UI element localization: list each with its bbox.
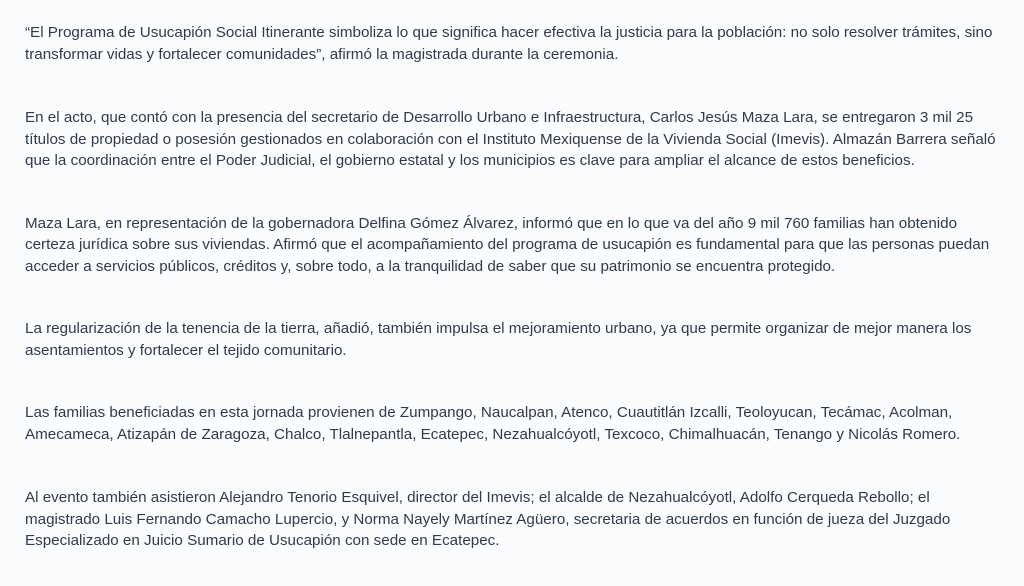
- paragraph-maza-lara: Maza Lara, en representación de la gobernadora Delfina Gómez Álvarez, informó que en lo que va del año 9 mil 760 familias han obtenido certeza jurídica sobre sus viviendas. Afirmó que el acompañamiento del programa de usucapión es fundamental para que las personas puedan acceder a servicios públicos, créditos y, sobre todo, a la tranquilidad de saber que su patrimonio se encuentra protegido.: [25, 214, 990, 275]
- paragraph-families: Las familias beneficiadas en esta jornada provienen de Zumpango, Naucalpan, Atenco, Cuautitlán Izcalli, Teoloyucan, Tecámac, Acolman, Amecameca, Atizapán de Zaragoza, Chalco, Tlalnepantla, Ecatepec, Nezahualcóyotl, Texcoco, Chimalhuacán, Tenango y Nicolás Romero.: [25, 404, 961, 443]
- paragraph-regularization: La regularización de la tenencia de la tierra, añadió, también impulsa el mejoramiento urbano, ya que permite organizar de mejor manera los asentamientos y fortalecer el tejido comunitario.: [25, 320, 972, 359]
- paragraph-event: En el acto, que contó con la presencia del secretario de Desarrollo Urbano e Infraestructura, Carlos Jesús Maza Lara, se entregaron 3 mil 25 títulos de propiedad o posesión gestionados en colaboración con el Instituto Mexiquense de la Vivienda Social (Imevis). Almazán Barrera señaló que la coordinación entre el Poder Judicial, el gobierno estatal y los municipios es clave para ampliar el alcance de estos beneficios.: [25, 109, 996, 169]
- paragraph-attendees: Al evento también asistieron Alejandro Tenorio Esquivel, director del Imevis; el alcalde de Nezahualcóyotl, Adolfo Cerqueda Rebollo; el magistrado Luis Fernando Camacho Lupercio, y Norma Nayely Martínez Agüero, secretaria de acuerdos en función de jueza del Juzgado Especializado en Juicio Sumario de Usucapión con sede en Ecatepec.: [25, 489, 951, 549]
- paragraph-quote: “El Programa de Usucapión Social Itinerante simboliza lo que significa hacer efectiva la justicia para la población: no solo resolver trámites, sino transformar vidas y fortalecer comunidades”, afirmó la magistrada durante la ceremonia.: [25, 24, 993, 63]
